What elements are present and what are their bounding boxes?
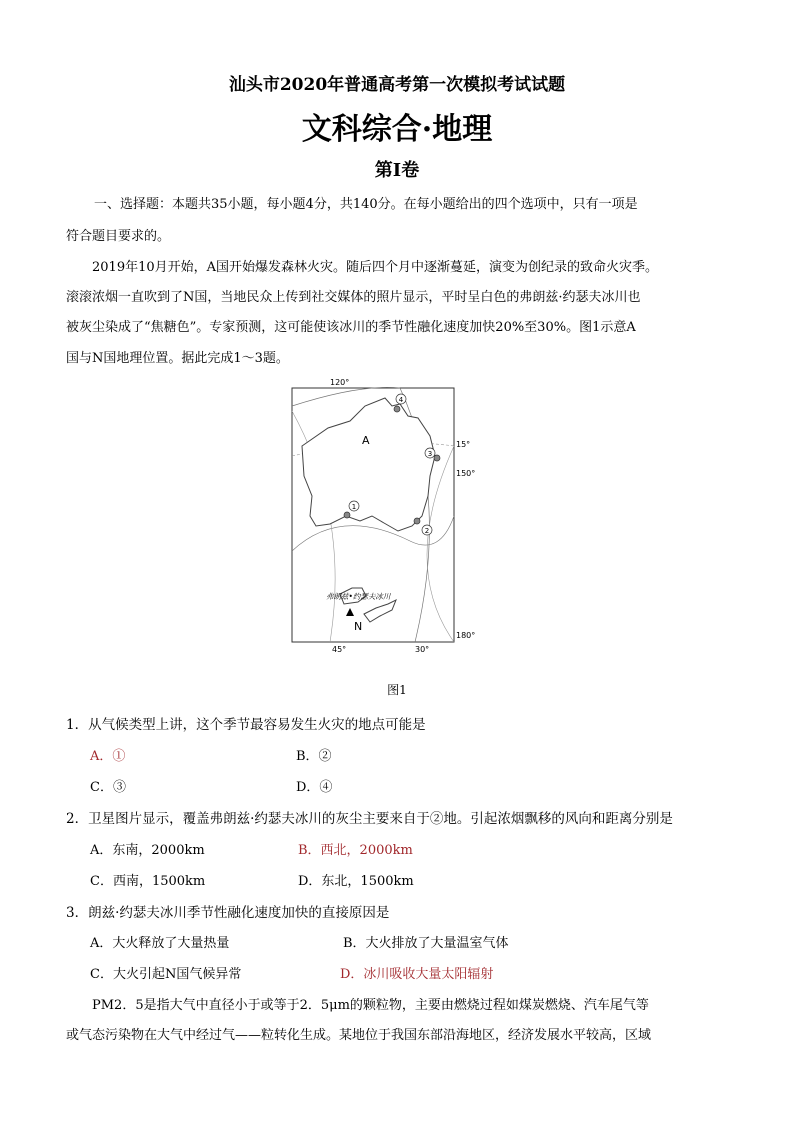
- passage2-line-1: PM2．5是指大气中直径小于或等于2．5μm的颗粒物，主要由燃烧过程如煤炭燃烧、汽车尾气等: [92, 998, 649, 1013]
- point-1-label: 1: [351, 503, 357, 511]
- question-1-option-a[interactable]: A．①: [90, 749, 126, 764]
- label-glacier: 弗朗兹•约瑟夫冰川: [326, 592, 391, 601]
- question-3-option-b[interactable]: B．大火排放了大量温室气体: [343, 936, 509, 951]
- instructions-line-1: 一、选择题：本题共35小题，每小题4分，共140分。在每小题给出的四个选项中，只有一项是: [94, 197, 638, 212]
- question-3-option-c[interactable]: C．大火引起N国气候异常: [90, 967, 242, 982]
- label-lat-30: 30°: [415, 645, 430, 654]
- figure-caption: 图1: [387, 683, 407, 697]
- question-2-option-b[interactable]: B．西北，2000km: [298, 843, 413, 858]
- question-1-stem: 1．从气候类型上讲，这个季节最容易发生火灾的地点可能是: [66, 717, 426, 733]
- label-lon-180: 180°: [456, 631, 476, 640]
- passage1-line-3: 被灰尘染成了“焦糖色”。专家预测，这可能使该冰川的季节性融化速度加快20%至30%。图1示意A: [66, 320, 636, 335]
- question-2-stem: 2．卫星图片显示，覆盖弗朗兹·约瑟夫冰川的灰尘主要来自于②地。引起浓烟飘移的风向和距离分别是: [66, 811, 673, 827]
- question-1-option-c[interactable]: C．③: [90, 780, 126, 795]
- instructions-line-2: 符合题目要求的。: [66, 229, 171, 244]
- label-lat-45: 45°: [332, 645, 347, 654]
- passage1-line-4: 国与N国地理位置。据此完成1～3题。: [66, 351, 289, 366]
- label-country-a: A: [362, 434, 370, 447]
- volume-title: 第Ⅰ卷: [374, 160, 420, 181]
- question-2-option-a[interactable]: A．东南，2000km: [90, 843, 205, 858]
- question-1-option-d[interactable]: D．④: [296, 780, 333, 795]
- label-lon-120: 120°: [330, 378, 350, 387]
- point-4-label: 4: [398, 396, 404, 404]
- point-2-label: 2: [424, 527, 430, 535]
- label-country-n: N: [354, 620, 363, 633]
- question-1-option-b[interactable]: B．②: [296, 749, 332, 764]
- question-2-option-d[interactable]: D．东北，1500km: [298, 874, 414, 889]
- point-3-label: 3: [427, 450, 433, 458]
- label-lon-150: 150°: [456, 469, 476, 478]
- figure-1-map: [280, 376, 490, 656]
- question-3-option-a[interactable]: A．大火释放了大量热量: [90, 936, 230, 951]
- question-2-option-c[interactable]: C．西南，1500km: [90, 874, 206, 889]
- passage2-line-2: 或气态污染物在大气中经过气——粒转化生成。某地位于我国东部沿海地区，经济发展水平较高，区域: [66, 1028, 652, 1043]
- passage1-line-1: 2019年10月开始，A国开始爆发森林火灾。随后四个月中逐渐蔓延，演变为创纪录的致命火灾季。: [92, 260, 659, 275]
- subject-title: 文科综合·地理: [301, 112, 493, 147]
- label-lat-15: 15°: [456, 440, 471, 449]
- question-3-option-d[interactable]: D．冰川吸收大量太阳辐射: [340, 967, 494, 982]
- passage1-line-2: 滚滚浓烟一直吹到了N国，当地民众上传到社交媒体的照片显示，平时呈白色的弗朗兹·约瑟夫冰川也: [66, 290, 641, 305]
- exam-title: 汕头市2020年普通高考第一次模拟考试试题: [228, 75, 566, 95]
- question-3-stem: 3．朗兹·约瑟夫冰川季节性融化速度加快的直接原因是: [66, 905, 390, 921]
